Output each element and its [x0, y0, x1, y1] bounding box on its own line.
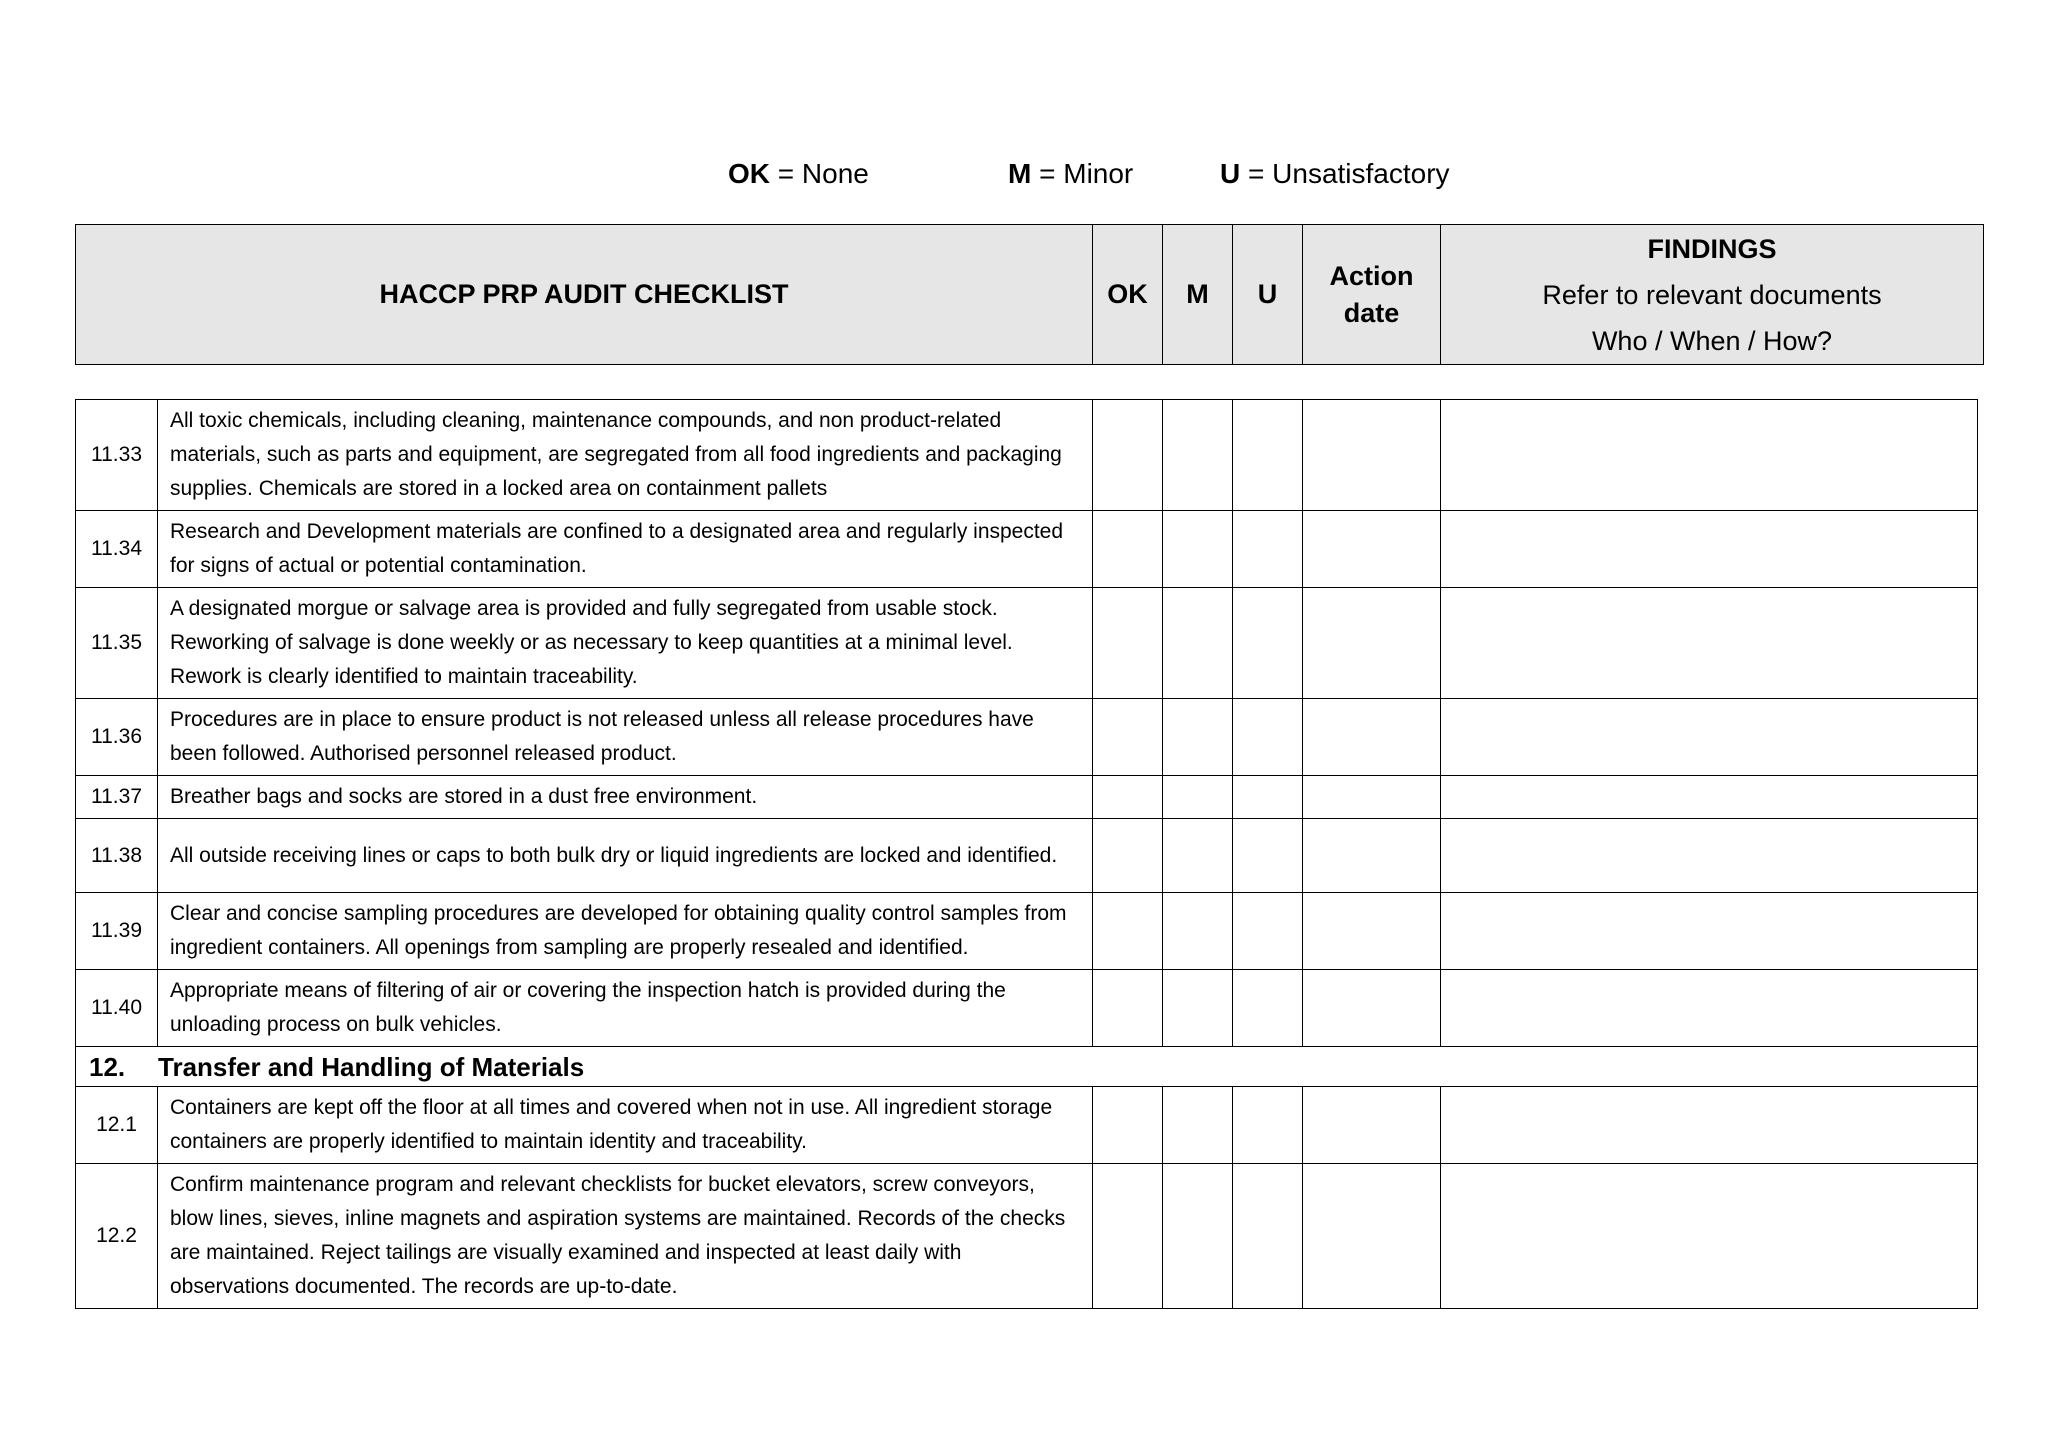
- item-number: 11.35: [76, 588, 158, 699]
- action-date-cell[interactable]: [1303, 511, 1441, 588]
- table-row: [76, 776, 1978, 819]
- section-heading: [76, 1047, 1978, 1087]
- item-requirement: All outside receiving lines or caps to both bulk dry or liquid ingredients are locked and identified.: [158, 819, 1093, 893]
- table-row: [76, 1164, 1978, 1309]
- ok-cell[interactable]: [1093, 819, 1163, 893]
- checklist-table: [75, 399, 1978, 1309]
- col-findings-header: FINDINGS Refer to relevant documents Who / When / How?: [1441, 225, 1984, 365]
- rating-legend: [0, 154, 2048, 194]
- action-date-cell[interactable]: [1303, 1087, 1441, 1164]
- findings-cell[interactable]: [1441, 970, 1978, 1047]
- item-number: 12.1: [76, 1087, 158, 1164]
- checklist-title: HACCP PRP AUDIT CHECKLIST: [76, 225, 1093, 365]
- item-requirement: Appropriate means of filtering of air or covering the inspection hatch is provided during the unloading process on bulk vehicles.: [158, 970, 1093, 1047]
- unsatisfactory-cell[interactable]: [1233, 776, 1303, 819]
- unsatisfactory-cell[interactable]: [1233, 1087, 1303, 1164]
- unsatisfactory-cell[interactable]: [1233, 893, 1303, 970]
- ok-cell[interactable]: [1093, 776, 1163, 819]
- findings-cell[interactable]: [1441, 511, 1978, 588]
- item-requirement: Clear and concise sampling procedures are developed for obtaining quality control samples from ingredient containers. All openings from sampling are properly resealed and identified.: [158, 893, 1093, 970]
- action-date-cell[interactable]: [1303, 970, 1441, 1047]
- minor-cell[interactable]: [1163, 1164, 1233, 1309]
- findings-cell[interactable]: [1441, 699, 1978, 776]
- checklist-header: [75, 224, 1984, 365]
- col-minor-header: M: [1163, 225, 1233, 365]
- minor-cell[interactable]: [1163, 970, 1233, 1047]
- ok-cell[interactable]: [1093, 588, 1163, 699]
- findings-cell[interactable]: [1441, 819, 1978, 893]
- item-requirement: Breather bags and socks are stored in a dust free environment.: [158, 776, 1093, 819]
- col-unsatisfactory-header: U: [1233, 225, 1303, 365]
- minor-cell[interactable]: [1163, 893, 1233, 970]
- minor-cell[interactable]: [1163, 776, 1233, 819]
- table-row: [76, 819, 1978, 893]
- table-row: [76, 699, 1978, 776]
- item-number: 11.39: [76, 893, 158, 970]
- unsatisfactory-cell[interactable]: [1233, 400, 1303, 511]
- action-date-cell[interactable]: [1303, 400, 1441, 511]
- col-action-date-header: Action date: [1303, 225, 1441, 365]
- section-row: [76, 1047, 1978, 1087]
- findings-cell[interactable]: [1441, 400, 1978, 511]
- item-requirement: All toxic chemicals, including cleaning, maintenance compounds, and non product-related materials, such as parts and equipment, are segregated from all food ingredients and packaging supplies. Chemicals are stored in a locked area on containment pallets: [158, 400, 1093, 511]
- minor-cell[interactable]: [1163, 511, 1233, 588]
- table-row: [76, 1087, 1978, 1164]
- unsatisfactory-cell[interactable]: [1233, 699, 1303, 776]
- item-number: 12.2: [76, 1164, 158, 1309]
- table-row: [76, 400, 1978, 511]
- item-number: 11.40: [76, 970, 158, 1047]
- unsatisfactory-cell[interactable]: [1233, 819, 1303, 893]
- unsatisfactory-cell[interactable]: [1233, 588, 1303, 699]
- action-date-cell[interactable]: [1303, 588, 1441, 699]
- unsatisfactory-cell[interactable]: [1233, 1164, 1303, 1309]
- findings-cell[interactable]: [1441, 588, 1978, 699]
- minor-cell[interactable]: [1163, 400, 1233, 511]
- action-date-cell[interactable]: [1303, 819, 1441, 893]
- ok-cell[interactable]: [1093, 699, 1163, 776]
- table-row: [76, 588, 1978, 699]
- action-date-cell[interactable]: [1303, 893, 1441, 970]
- findings-cell[interactable]: [1441, 1164, 1978, 1309]
- minor-cell[interactable]: [1163, 699, 1233, 776]
- legend-unsatisfactory: U = Unsatisfactory: [1220, 158, 1450, 189]
- table-row: [76, 970, 1978, 1047]
- minor-cell[interactable]: [1163, 1087, 1233, 1164]
- findings-cell[interactable]: [1441, 776, 1978, 819]
- legend-minor: M = Minor: [1008, 158, 1134, 189]
- ok-cell[interactable]: [1093, 400, 1163, 511]
- minor-cell[interactable]: [1163, 819, 1233, 893]
- item-number: 11.37: [76, 776, 158, 819]
- findings-cell[interactable]: [1441, 1087, 1978, 1164]
- item-number: 11.38: [76, 819, 158, 893]
- item-requirement: Containers are kept off the floor at all times and covered when not in use. All ingredient storage containers are properly identified to maintain identity and traceability.: [158, 1087, 1093, 1164]
- ok-cell[interactable]: [1093, 1087, 1163, 1164]
- unsatisfactory-cell[interactable]: [1233, 970, 1303, 1047]
- ok-cell[interactable]: [1093, 970, 1163, 1047]
- item-number: 11.34: [76, 511, 158, 588]
- item-number: 11.33: [76, 400, 158, 511]
- item-requirement: A designated morgue or salvage area is provided and fully segregated from usable stock. Reworking of salvage is done weekly or as necessary to keep quantities at a minimal level. Rework is clearly identified to maintain traceability.: [158, 588, 1093, 699]
- table-row: [76, 511, 1978, 588]
- section-number: 12.: [89, 1051, 126, 1082]
- action-date-cell[interactable]: [1303, 776, 1441, 819]
- action-date-cell[interactable]: [1303, 699, 1441, 776]
- section-title: Transfer and Handling of Materials: [158, 1051, 585, 1082]
- item-requirement: Research and Development materials are confined to a designated area and regularly inspected for signs of actual or potential contamination.: [158, 511, 1093, 588]
- action-date-cell[interactable]: [1303, 1164, 1441, 1309]
- item-number: 11.36: [76, 699, 158, 776]
- ok-cell[interactable]: [1093, 893, 1163, 970]
- col-ok-header: OK: [1093, 225, 1163, 365]
- ok-cell[interactable]: [1093, 511, 1163, 588]
- unsatisfactory-cell[interactable]: [1233, 511, 1303, 588]
- minor-cell[interactable]: [1163, 588, 1233, 699]
- table-row: [76, 893, 1978, 970]
- ok-cell[interactable]: [1093, 1164, 1163, 1309]
- findings-cell[interactable]: [1441, 893, 1978, 970]
- legend-ok: OK = None: [728, 158, 869, 189]
- item-requirement: Confirm maintenance program and relevant checklists for bucket elevators, screw conveyors, blow lines, sieves, inline magnets and aspiration systems are maintained. Records of the checks are maintained. Reject tailings are visually examined and inspected at least daily with observations documented. The records are up-to-date.: [158, 1164, 1093, 1309]
- item-requirement: Procedures are in place to ensure product is not released unless all release procedures have been followed. Authorised personnel released product.: [158, 699, 1093, 776]
